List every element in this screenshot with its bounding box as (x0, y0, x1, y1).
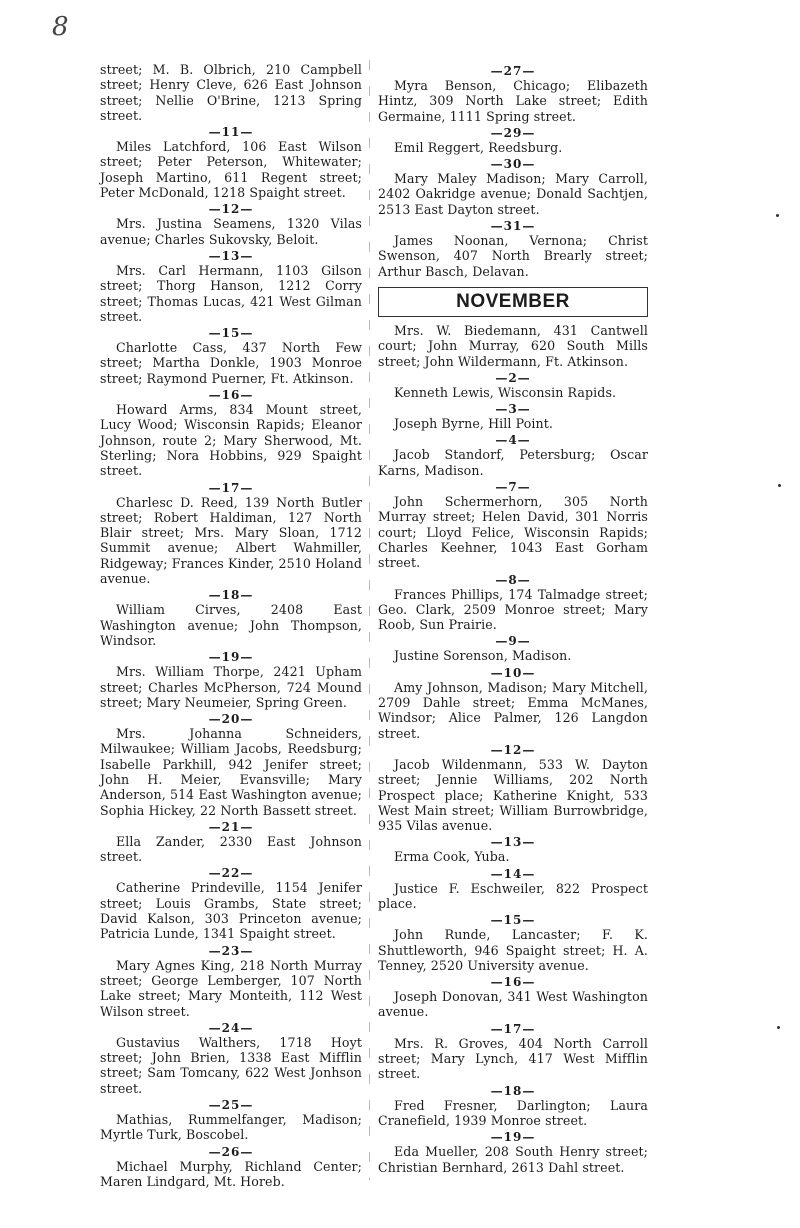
scan-speck (776, 214, 779, 217)
date-heading: —3— (495, 402, 531, 417)
birthday-entry: Gustavius Walthers, 1718 Hoyt street; John Brien, 1338 East Mifflin street; Sam Tomcany, 622 West Jonhson street. (100, 1034, 362, 1096)
birthday-entry: Mrs. William Thorpe, 2421 Upham street; Charles McPherson, 724 Mound street; Mary Neumeier, Spring Green. (100, 664, 362, 710)
date-heading: —15— (490, 913, 536, 928)
birthday-entry: Miles Latchford, 106 East Wilson street; Peter Peterson, Whitewater; Joseph Martino, 611 Regent street; Peter McDonald, 1218 Spaight street. (100, 139, 362, 201)
date-heading: —13— (208, 248, 254, 263)
birthday-entry: Myra Benson, Chicago; Elibazeth Hintz, 309 North Lake street; Edith Germaine, 1111 Spring street. (378, 78, 648, 124)
birthday-entry: John Schermerhorn, 305 North Murray street; Helen David, 301 Norris court; Lloyd Felice, Wisconsin Rapids; Charles Keehner, 1043 East Gorham street. (378, 494, 648, 571)
birthday-entry: Mrs. Carl Hermann, 1103 Gilson street; Thorg Hanson, 1212 Corry street; Thomas Lucas, 421 West Gilman street. (100, 262, 362, 324)
november-entries (378, 323, 648, 1175)
scan-speck (777, 1026, 780, 1029)
birthday-entry: Eda Mueller, 208 South Henry street; Christian Bernhard, 2613 Dahl street. (378, 1144, 648, 1175)
date-heading: —12— (490, 742, 536, 757)
october-continued (378, 64, 648, 279)
date-heading: —4— (495, 433, 531, 448)
right-column (378, 62, 648, 1175)
date-heading: —30— (490, 157, 536, 172)
birthday-entry: Frances Phillips, 174 Talmadge street; Geo. Clark, 2509 Monroe street; Mary Roob, Sun Prairie. (378, 586, 648, 633)
date-heading: —21— (208, 819, 254, 834)
birthday-entry: Charlesc D. Reed, 139 North Butler street; Robert Haldiman, 127 North Blair street; Mrs. Mary Sloan, 1712 Summit avenue; Albert Wahmiller, Ridgeway; Frances Kinder, 2510 Holand avenue. (100, 494, 362, 587)
birthday-entry: Mrs. Justina Seamens, 1320 Vilas avenue; Charles Sukovsky, Beloit. (100, 216, 362, 247)
birthday-entry: Justine Sorenson, Madison. (394, 648, 572, 664)
date-heading: —7— (495, 480, 531, 495)
birthday-entry: Fred Fresner, Darlington; Laura Cranefield, 1939 Monroe street. (378, 1097, 648, 1128)
date-heading: —15— (208, 326, 254, 341)
birthday-entry: Mrs. R. Groves, 404 North Carroll street; Mary Lynch, 417 West Mifflin street. (378, 1035, 648, 1082)
date-heading: —10— (490, 665, 536, 680)
birthday-entry: Justice F. Eschweiler, 822 Prospect place. (378, 880, 648, 911)
birthday-entry: Mary Agnes King, 218 North Murray street; George Lemberger, 107 North Lake street; Mary Monteith, 112 West Wilson street. (100, 957, 362, 1019)
date-heading: —20— (208, 712, 254, 727)
month-heading: NOVEMBER (456, 290, 570, 312)
date-heading: —31— (490, 219, 536, 234)
birthday-entry: Kenneth Lewis, Wisconsin Rapids. (394, 384, 617, 400)
date-heading: —16— (490, 975, 536, 990)
birthday-entry: Mrs. W. Biedemann, 431 Cantwell court; John Murray, 620 South Mills street; John Wildermann, Ft. Atkinson. (378, 322, 648, 369)
birthday-entry: Ella Zander, 2330 East Johnson street. (100, 833, 362, 865)
date-heading: —18— (490, 1083, 536, 1098)
birthday-entry: Erma Cook, Yuba. (394, 849, 510, 865)
date-heading: —14— (490, 866, 536, 881)
birthday-entry: William Cirves, 2408 East Washington avenue; John Thompson, Windsor. (100, 602, 362, 648)
birthday-entry: Charlotte Cass, 437 North Few street; Martha Donkle, 1903 Monroe street; Raymond Puerner, Ft. Atkinson. (100, 340, 362, 386)
birthday-entry: Mrs. Johanna Schneiders, Milwaukee; William Jacobs, Reedsburg; Isabelle Parkhill, 942 Jenifer street; John H. Meier, Evansville; Mary Anderson, 514 East Washington avenue; Sophia Hickey, 22 North Bassett street. (100, 726, 362, 818)
date-heading: —12— (208, 202, 254, 217)
date-heading: —27— (490, 64, 536, 78)
birthday-entry: Michael Murphy, Richland Center; Maren Lindgard, Mt. Horeb. (100, 1158, 362, 1189)
left-column (100, 62, 362, 1189)
birthday-entry: Jacob Standorf, Petersburg; Oscar Karns, Madison. (378, 447, 648, 478)
date-heading: —26— (208, 1144, 254, 1159)
month-heading-box (378, 287, 648, 317)
date-heading: —8— (495, 572, 531, 587)
birthday-entry: street; M. B. Olbrich, 210 Campbell street; Henry Cleve, 626 East Johnson street; Nellie O'Brine, 1213 Spring street. (100, 62, 362, 123)
birthday-entry: Emil Reggert, Reedsburg. (394, 139, 563, 155)
date-heading: —16— (208, 388, 254, 403)
date-heading: —23— (208, 943, 254, 958)
date-heading: —25— (208, 1098, 254, 1113)
birthday-entry: Mary Maley Madison; Mary Carroll, 2402 Oakridge avenue; Donald Sachtjen, 2513 East Dayton street. (378, 171, 648, 217)
birthday-entry: Howard Arms, 834 Mount street, Lucy Wood; Wisconsin Rapids; Eleanor Johnson, route 2; Mary Sherwood, Mt. Sterling; Nora Hobbins, 929 Spaight street. (100, 402, 362, 479)
birthday-entry: Joseph Donovan, 341 West Washington avenue. (378, 989, 648, 1020)
date-heading: —29— (490, 125, 536, 140)
birthday-entry: James Noonan, Vernona; Christ Swenson, 407 North Brearly street; Arthur Basch, Delavan. (378, 233, 648, 279)
date-heading: —17— (208, 480, 254, 495)
birthday-entry: John Runde, Lancaster; F. K. Shuttleworth, 946 Spaight street; H. A. Tenney, 2520 University avenue. (378, 927, 648, 973)
birthday-entry: Joseph Byrne, Hill Point. (394, 416, 553, 432)
column-divider (369, 60, 370, 1180)
date-heading: —13— (490, 835, 536, 850)
birthday-entry: Catherine Prindeville, 1154 Jenifer street; Louis Grambs, State street; David Kalson, 303 Princeton avenue; Patricia Lunde, 1341 Spaight street. (100, 880, 362, 942)
date-heading: —17— (490, 1021, 536, 1036)
date-heading: —24— (208, 1020, 254, 1035)
date-heading: —19— (208, 650, 254, 665)
date-heading: —18— (208, 588, 254, 603)
date-heading: —22— (208, 866, 254, 881)
page-number: 8 (52, 12, 69, 42)
birthday-entry: Amy Johnson, Madison; Mary Mitchell, 2709 Dahle street; Emma McManes, Windsor; Alice Palmer, 126 Langdon street. (378, 679, 648, 741)
date-heading: —11— (208, 125, 254, 140)
birthday-entry: Jacob Wildenmann, 533 W. Dayton street; Jennie Williams, 202 North Prospect place; Katherine Knight, 533 West Main street; William Burrowbridge, 935 Vilas avenue. (378, 756, 648, 834)
date-heading: —2— (495, 370, 531, 385)
date-heading: —19— (490, 1130, 536, 1145)
scan-speck (778, 484, 781, 487)
date-heading: —9— (495, 634, 531, 649)
birthday-entry: Mathias, Rummelfanger, Madison; Myrtle Turk, Boscobel. (100, 1112, 362, 1143)
